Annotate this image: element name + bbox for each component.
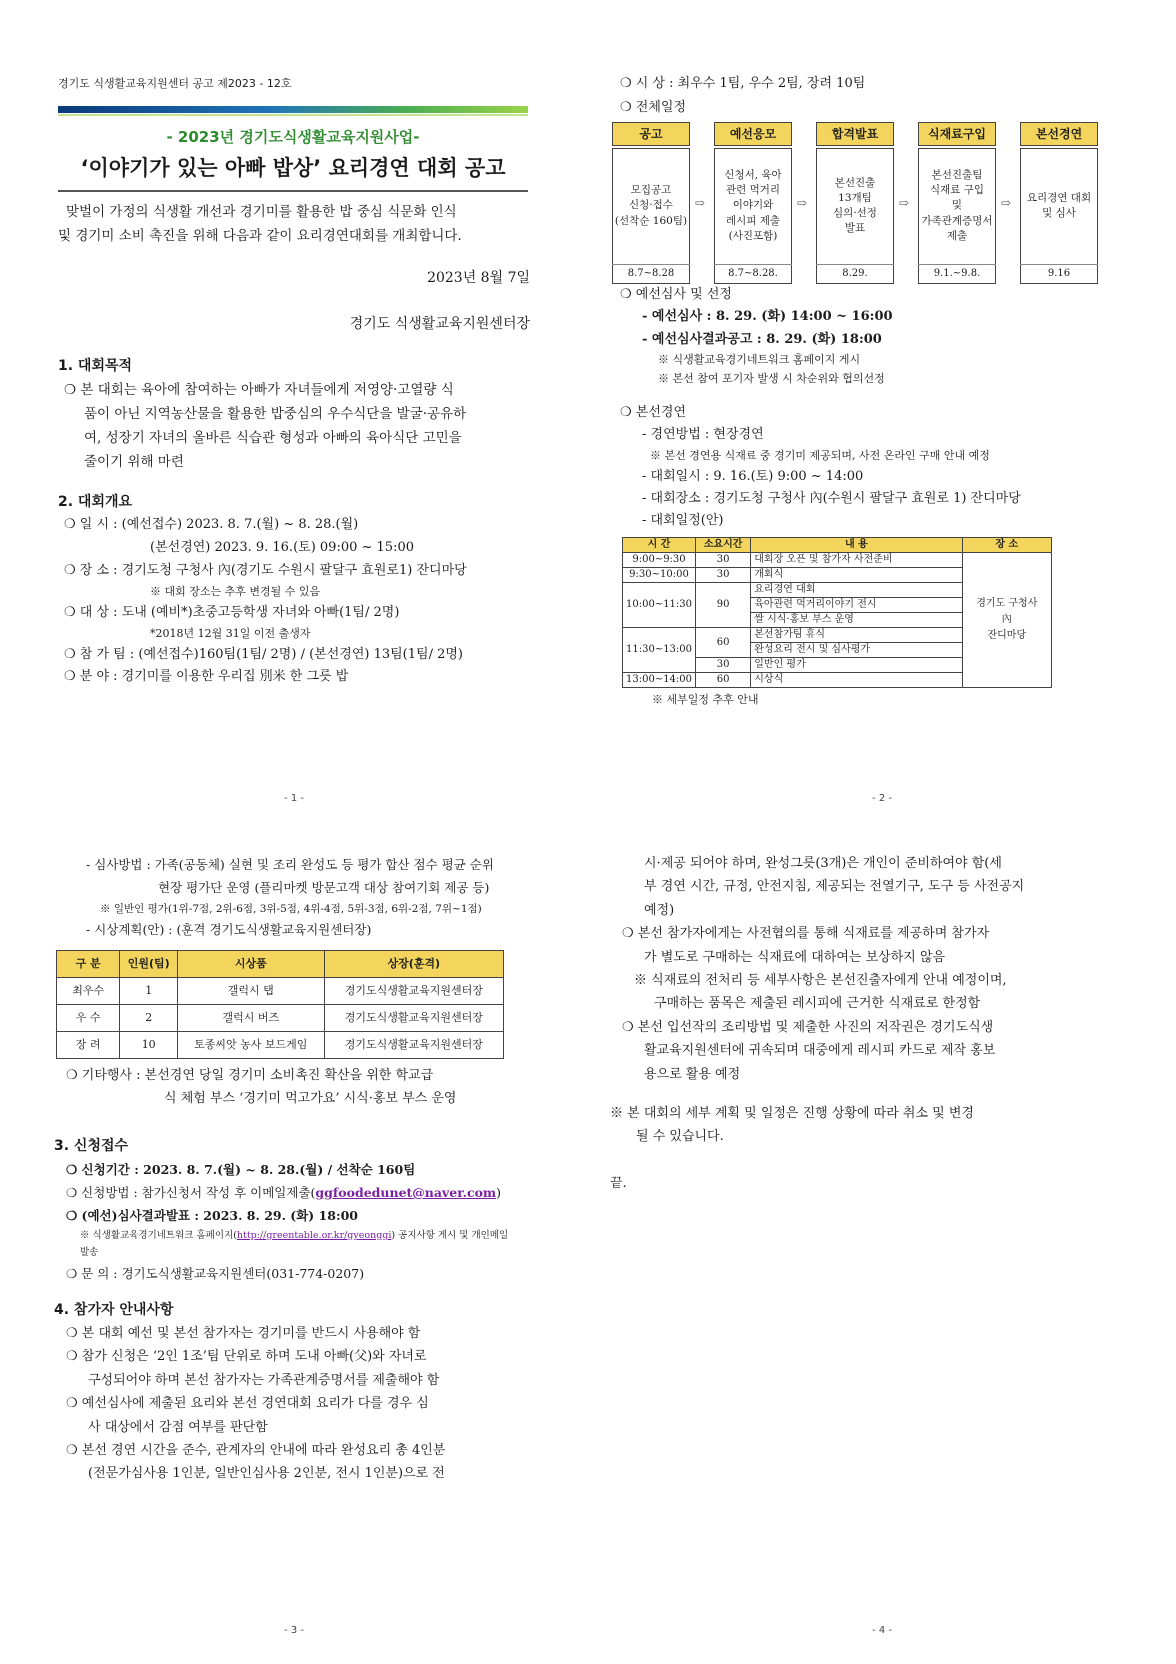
schedule-content-cell: 완성요리 전시 및 심사평가 xyxy=(751,643,962,658)
prize-cell: 최우수 xyxy=(57,978,120,1005)
flow-step-body: 본선진출 13개팀 심의·선정 발표 xyxy=(833,176,877,235)
section-4-title: 4. 참가자 안내사항 xyxy=(54,1302,174,1318)
schedule-time-cell: 9:30~10:00 xyxy=(623,568,696,583)
notice-number: 경기도 식생활교육지원센터 공고 제2023 - 12호 xyxy=(58,77,292,90)
flow-step-date: 9.16 xyxy=(1020,264,1098,284)
contact-email-link[interactable]: ggfoodedunet@naver.com xyxy=(315,1185,497,1200)
schedule-content-cell: 쌀 시식·홍보 부스 운영 xyxy=(751,613,962,628)
final-notice: ※ 본 대회의 세부 계획 및 일정은 진행 상황에 따라 취소 및 변경 될 수 있습니다. xyxy=(610,1106,974,1145)
prize-cell: 1 xyxy=(120,978,178,1005)
page-number: - 4 - xyxy=(872,1625,892,1637)
schedule-duration-cell: 30 xyxy=(696,658,751,673)
intro-paragraph: 맞벌이 가정의 식생활 개선과 경기미를 활용한 밥 중심 식문화 인식 및 경기미 소비 촉진을 위해 다음과 같이 요리경연대회를 개최합니다. xyxy=(58,204,462,245)
schedule-content-cell: 요리경연 대회 xyxy=(751,583,962,598)
header-gradient-bar-accent xyxy=(58,114,528,116)
flow-arrow-icon: ⇨ xyxy=(899,196,910,210)
flow-step-head: 식재료구입 xyxy=(918,122,996,146)
flow-arrow-icon: ⇨ xyxy=(1001,196,1012,210)
page-4-body: 시·제공 되어야 하며, 완성그릇(3개)은 개인이 준비하여야 함(세 부 경연 시간, 규정, 안전지침, 제공되는 전열기구, 도구 등 사전공지 예정) ❍ 본선 참가자에게는 사전협의를 통해 식재료를 제공하며 참가자 가 별도로 구매하는 식재료에 대하여는 보상하지 않음 ※ 식재료의 전처리 등 세부사항은 본선진출자에게 안내 예정이며, 구매하는 품목은 제출된 레시피에 근거한 식재료로 한정함 ❍ 본선 입선작의 조리방법 및 제출한 사진의 저작권은 경기도식생 활교육지원센터에 귀속되며 대중에게 레시피 카드로 제작 홍보 용으로 활용 예정 xyxy=(622,856,1025,1082)
prize-cell: 경기도식생활교육지원센터장 xyxy=(324,1005,503,1032)
flow-step-date: 8.7~8.28. xyxy=(714,264,792,284)
flow-step-body: 요리경연 대회 및 심사 xyxy=(1026,191,1092,219)
page-1 xyxy=(0,0,588,832)
section-3-body: ❍ 신청기간 : 2023. 8. 7.(월) ~ 8. 28.(월) / 선착순 160팀 ❍ 신청방법 : 참가신청서 작성 후 이메일제출(ggfoodedunet@naver.com) ❍ (예선)심사결과발표 : 2023. 8. 29. (화) 18:00 ※ 식생활교육경기네트워크 홈페이지(http://greentable.or.kr/gyeonggi) 공지사항 게시 및 개인메일 발송 ❍ 문 의 : 경기도식생활교육지원센터(031-774-0207) xyxy=(66,1162,509,1281)
prize-row xyxy=(57,1032,504,1059)
end-mark: 끝. xyxy=(610,1176,627,1191)
schedule-content-cell: 일반인 평가 xyxy=(751,658,962,673)
page-4 xyxy=(588,832,1176,1664)
prize-cell: 장 려 xyxy=(57,1032,120,1059)
other-events: ❍ 기타행사 : 본선경연 당일 경기미 소비촉진 확산을 위한 학교급 식 체험 부스 ‘경기미 먹고가요’ 시식·홍보 부스 운영 xyxy=(66,1068,457,1107)
schedule-time-cell: 11:30~13:00 xyxy=(623,628,696,673)
awards-summary: ❍ 시 상 : 최우수 1팀, 우수 2팀, 장려 10팀 xyxy=(620,76,866,91)
schedule-duration-cell: 60 xyxy=(696,628,751,658)
flow-step-body: 신청서, 육아 관련 먹거리 이야기와 레시피 제출 (사진포함) xyxy=(724,168,782,242)
section-2-title: 2. 대회개요 xyxy=(58,494,133,510)
flow-step-body: 본선진출팀 식재료 구입 및 가족관계증명서 제출 xyxy=(921,168,993,242)
schedule-header-cell: 소요시간 xyxy=(696,538,751,553)
prelim-section: ❍ 예선심사 및 선정 - 예선심사 : 8. 29. (화) 14:00 ~ 16:00 - 예선심사결과공고 : 8. 29. (화) 18:00 ※ 식생활교육경기네트워크 홈페이지 게시 ※ 본선 참여 포기자 발생 시 차순위와 협의선정 xyxy=(620,287,893,385)
flow-step-head: 예선응모 xyxy=(714,122,792,146)
flow-step-date: 8.7~8.28 xyxy=(612,264,690,284)
schedule-duration-cell: 30 xyxy=(696,568,751,583)
prize-row xyxy=(57,978,504,1005)
page-number: - 2 - xyxy=(872,793,892,805)
issuer: 경기도 식생활교육지원센터장 xyxy=(349,316,530,332)
prize-row xyxy=(57,1005,504,1032)
schedule-note: ※ 세부일정 추후 안내 xyxy=(652,693,759,706)
schedule-time-cell: 13:00~14:00 xyxy=(623,673,696,688)
schedule-duration-cell: 60 xyxy=(696,673,751,688)
prize-cell: 토종씨앗 농사 보드게임 xyxy=(178,1032,324,1059)
page-number: - 3 - xyxy=(284,1625,304,1637)
page-3 xyxy=(0,832,588,1664)
schedule-duration-cell: 90 xyxy=(696,583,751,628)
schedule-content-cell: 육아관련 먹거리이야기 전시 xyxy=(751,598,962,613)
schedule-header-cell: 내 용 xyxy=(751,538,962,553)
judging-method: - 심사방법 : 가족(공동체) 실현 및 조리 완성도 등 평가 합산 점수 평균 순위 현장 평가단 운영 (플리마켓 방문고객 대상 참여기회 제공 등) ※ 일반인 평가(1위-7점, 2위-6점, 3위-5점, 4위-4점, 5위-3점, 6위-2점, 7위~1점) - 시상계획(안) : (훈격 경기도식생활교육지원센터장) xyxy=(86,857,494,937)
schedule-header-cell: 시 간 xyxy=(623,538,696,553)
prize-cell: 갤럭시 탭 xyxy=(178,978,324,1005)
prize-table-wrap xyxy=(56,950,504,1059)
section-4-body: ❍ 본 대회 예선 및 본선 참가자는 경기미를 반드시 사용해야 함 ❍ 참가 신청은 ‘2인 1조’팀 단위로 하며 도내 아빠(父)와 자녀로 구성되어야 하며 본선 참가자는 가족관계증명서를 제출해야 함 ❍ 예선심사에 제출된 요리와 본선 경연대회 요리가 다를 경우 심 사 대상에서 감점 여부를 판단함 ❍ 본선 경연 시간을 준수, 관계자의 안내에 따라 완성요리 총 4인분 (전문가심사용 1인분, 일반인심사용 2인분, 전시 1인분)으로 전 xyxy=(66,1326,446,1482)
prize-cell: 경기도식생활교육지원센터장 xyxy=(324,978,503,1005)
schedule-content-cell: 본선참가팀 휴식 xyxy=(751,628,962,643)
final-section: ❍ 본선경연 - 경연방법 : 현장경연 ※ 본선 경연용 식재료 중 경기미 제공되며, 사전 온라인 구매 안내 예정 - 대회일시 : 9. 16.(토) 9:00 ~ 14:00 - 대회장소 : 경기도청 구청사 內(수원시 팔달구 효원로 1) 잔디마당 - 대회일정(안) xyxy=(620,405,1021,529)
prize-cell: 우 수 xyxy=(57,1005,120,1032)
schedule-header-cell: 장 소 xyxy=(962,538,1051,553)
page-title: ‘이야기가 있는 아빠 밥상’ 요리경연 대회 공고 xyxy=(80,156,506,180)
prize-cell: 갤럭시 버즈 xyxy=(178,1005,324,1032)
section-1-title: 1. 대회목적 xyxy=(58,358,133,374)
prize-cell: 2 xyxy=(120,1005,178,1032)
schedule-content-cell: 대회장 오픈 및 참가자 사전준비 xyxy=(751,553,962,568)
prize-header-cell: 인원(팀) xyxy=(120,951,178,978)
prize-table xyxy=(56,950,504,1059)
flow-arrow-icon: ⇨ xyxy=(695,196,706,210)
subtitle: - 2023년 경기도식생활교육지원사업- xyxy=(166,128,420,146)
schedule-duration-cell: 30 xyxy=(696,553,751,568)
prize-cell: 10 xyxy=(120,1032,178,1059)
schedule-content-cell: 시상식 xyxy=(751,673,962,688)
prize-header-cell: 구 분 xyxy=(57,951,120,978)
schedule-content-cell: 개회식 xyxy=(751,568,962,583)
schedule-time-cell: 9:00~9:30 xyxy=(623,553,696,568)
flow-step-head: 공고 xyxy=(612,122,690,146)
flow-step-date: 9.1.~9.8. xyxy=(918,264,996,284)
prize-header-cell: 시상품 xyxy=(178,951,324,978)
flow-step-body: 모집공고 신청·접수 (선착순 160팀) xyxy=(614,184,688,227)
prize-header-cell: 상장(훈격) xyxy=(324,951,503,978)
page-number: - 1 - xyxy=(284,793,304,805)
title-underline xyxy=(58,190,528,192)
section-2-body: ❍ 일 시 : (예선접수) 2023. 8. 7.(월) ~ 8. 28.(월) (본선경연) 2023. 9. 16.(토) 09:00 ~ 15:00 ❍ 장 소 : 경기도청 구청사 內(경기도 수원시 팔달구 효원로1) 잔디마당 ※ 대회 장소는 추후 변경될 수 있음 ❍ 대 상 : 도내 (예비*)초중고등학생 자녀와 아빠(1팀/ 2명) *2018년 12월 31일 이전 출생자 ❍ 참 가 팀 : (예선접수)160팀(1팀/ 2명) / (본선경연) 13팀(1팀/ 2명) ❍ 분 야 : 경기미를 이용한 우리집 別米 한 그릇 밥 xyxy=(64,517,467,685)
homepage-link[interactable]: http://greentable.or.kr/gyeonggi xyxy=(236,1230,392,1241)
flow-step-head: 본선경연 xyxy=(1020,122,1098,146)
section-3-title: 3. 신청접수 xyxy=(54,1138,129,1154)
flow-step-head: 합격발표 xyxy=(816,122,894,146)
schedule-time-cell: 10:00~11:30 xyxy=(623,583,696,628)
schedule-place-cell: 경기도 구청사 內 잔디마당 xyxy=(962,553,1051,688)
schedule-title: ❍ 전체일정 xyxy=(620,100,687,115)
flow-step-date: 8.29. xyxy=(816,264,894,284)
prize-cell: 경기도식생활교육지원센터장 xyxy=(324,1032,503,1059)
flow-arrow-icon: ⇨ xyxy=(797,196,808,210)
header-gradient-bar xyxy=(58,106,528,113)
notice-date: 2023년 8월 7일 xyxy=(427,270,530,286)
section-1-body: ❍ 본 대회는 육아에 참여하는 아빠가 자녀들에게 저영양·고열량 식 품이 아닌 지역농산물을 활용한 밥중심의 우수식단을 발굴·공유하 여, 성장기 자녀의 올바른 식습관 형성과 아빠의 육아식단 고민을 줄이기 위해 마련 xyxy=(64,382,467,471)
